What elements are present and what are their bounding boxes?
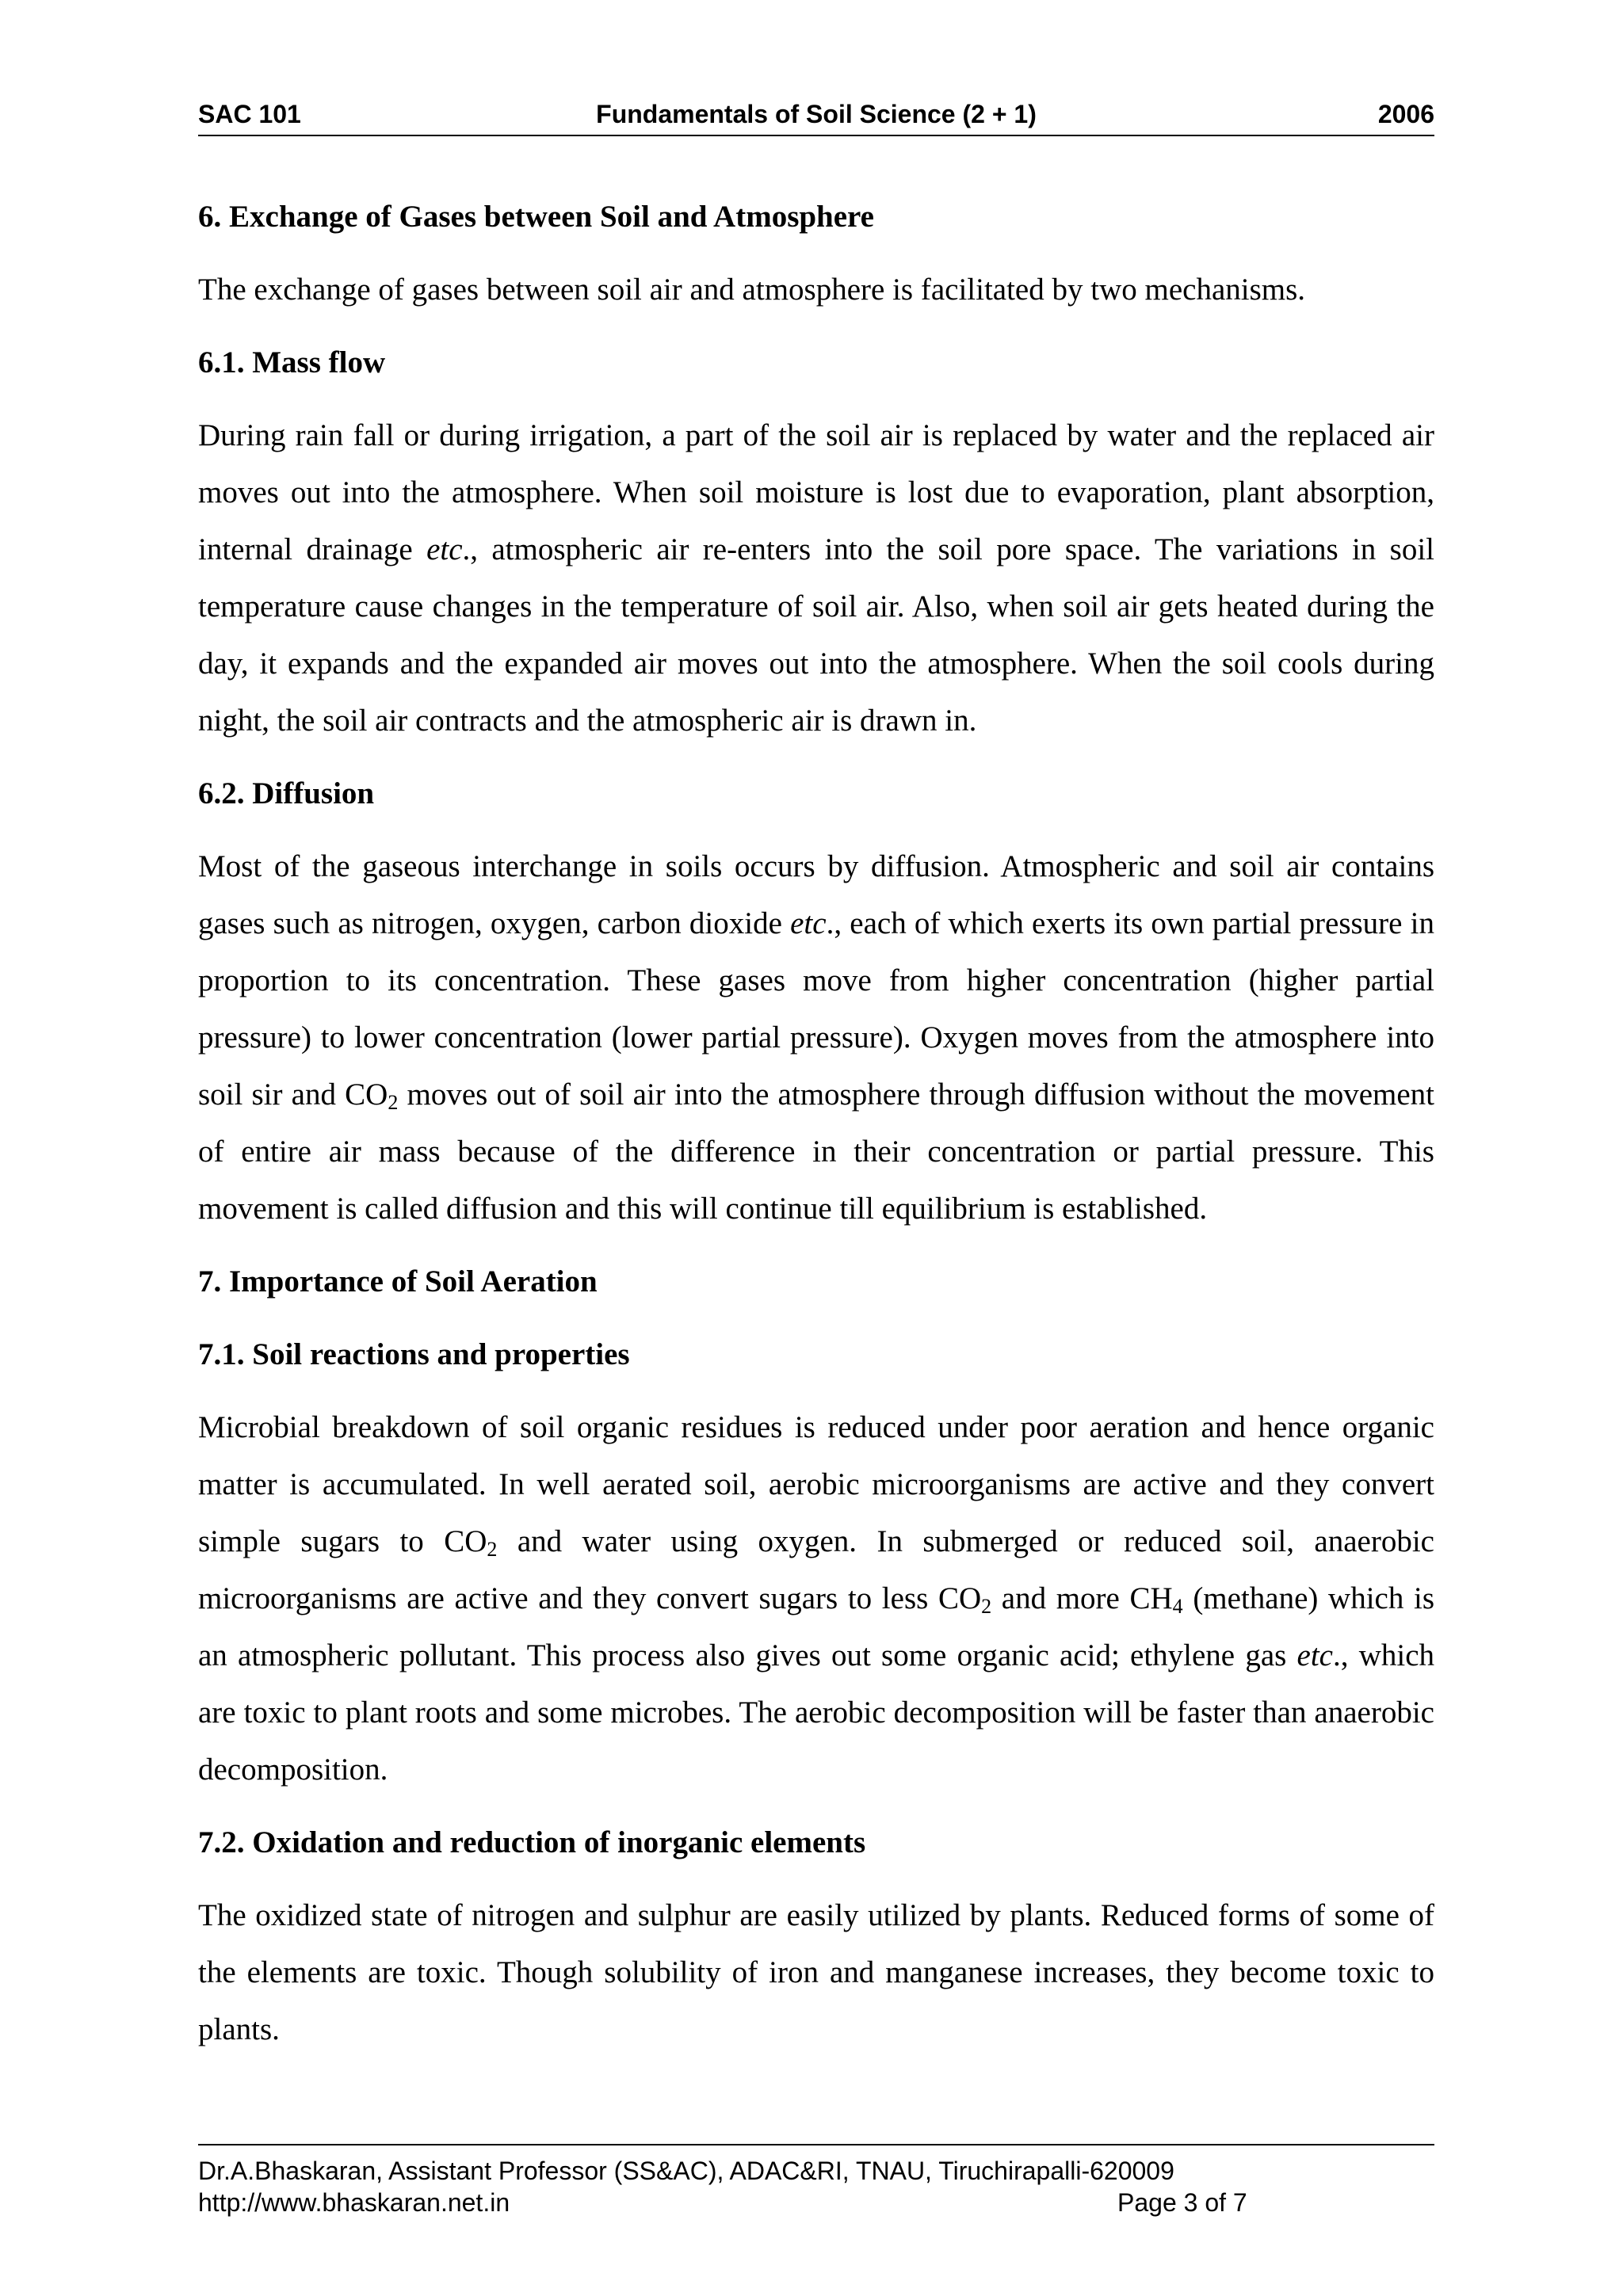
section-heading-7-1: 7.1. Soil reactions and properties xyxy=(198,1337,630,1371)
diffusion-paragraph xyxy=(198,838,1434,1238)
section-heading-7-2: 7.2. Oxidation and reduction of inorganic elements xyxy=(198,1825,866,1859)
oxidation-paragraph: The oxidized state of nitrogen and sulphur are easily utilized by plants. Reduced forms of some of the elements are toxic. Though solubility of iron and manganese increases, they become toxic to plants. xyxy=(198,1898,1434,2046)
subscript: 2 xyxy=(981,1595,992,1618)
etc-italic: etc xyxy=(426,532,463,566)
text-run: (methane) which is an atmospheric pollutant. This process also gives out some organic acid; ethylene gas xyxy=(198,1581,1434,1672)
text-run: moves out of soil air into the atmosphere through diffusion without the movement of entire air mass because of the difference in their concentration or partial pressure. This movement is called diffusion and this will continue till equilibrium is established. xyxy=(198,1077,1435,1226)
text-run: ., which are toxic to plant roots and some microbes. The aerobic decomposition will be faster than anaerobic decomposition. xyxy=(198,1638,1435,1787)
text-run: and water using oxygen. In submerged or reduced soil, anaerobic microorganisms are active and they convert sugars to less CO xyxy=(198,1524,1434,1615)
section-heading-6: 6. Exchange of Gases between Soil and Atmosphere xyxy=(198,200,874,234)
soil-reactions-paragraph xyxy=(198,1399,1434,1798)
etc-italic: etc xyxy=(790,906,827,940)
subscript: 4 xyxy=(1172,1595,1183,1618)
page-content xyxy=(198,189,1434,2058)
footer-url-link[interactable]: http://www.bhaskaran.net.in xyxy=(198,2188,510,2217)
footer-row xyxy=(198,2187,1434,2218)
subscript: 2 xyxy=(487,1538,498,1561)
text-run: Microbial breakdown of soil organic residues is reduced under poor aeration and hence organic matter is accumulated. In well aerated soil, aerobic microorganisms are active and they convert simple sugars to CO xyxy=(198,1410,1434,1558)
year: 2006 xyxy=(1377,100,1434,128)
course-title: Fundamentals of Soil Science (2 + 1) xyxy=(596,100,1037,128)
course-code: SAC 101 xyxy=(198,100,301,128)
text-run: During rain fall or during irrigation, a part of the soil air is replaced by water and the replaced air moves out into the atmosphere. When soil moisture is lost due to evaporation, plant absorption, internal drainage xyxy=(198,418,1434,566)
text-run: ., each of which exerts its own partial pressure in proportion to its concentration. These gases move from higher concentration (higher partial pressure) to lower concentration (lower partial pressure). Oxygen moves from the atmosphere into soil sir and CO xyxy=(198,906,1434,1112)
section-heading-6-2: 6.2. Diffusion xyxy=(198,776,375,810)
footer-author: Dr.A.Bhaskaran, Assistant Professor (SS&AC), ADAC&RI, TNAU, Tiruchirapalli-620009 xyxy=(198,2157,1174,2185)
subscript: 2 xyxy=(388,1091,399,1114)
etc-italic: etc xyxy=(1296,1638,1333,1672)
page-header xyxy=(198,97,1434,136)
text-run: ., atmospheric air re-enters into the soil pore space. The variations in soil temperature cause changes in the temperature of soil air. Also, when soil air gets heated during the day, it expands and the expanded air moves out into the atmosphere. When the soil cools during night, the soil air contracts and the atmospheric air is drawn in. xyxy=(198,532,1434,738)
mass-flow-paragraph xyxy=(198,407,1434,749)
text-run: Most of the gaseous interchange in soils occurs by diffusion. Atmospheric and soil air contains gases such as nitrogen, oxygen, carbon dioxide xyxy=(198,849,1434,940)
text-run: and more CH xyxy=(991,1581,1173,1615)
section-6-intro: The exchange of gases between soil air and atmosphere is facilitated by two mechanisms. xyxy=(198,273,1306,307)
section-heading-7: 7. Importance of Soil Aeration xyxy=(198,1264,598,1299)
section-heading-6-1: 6.1. Mass flow xyxy=(198,345,386,379)
page-number: Page 3 of 7 xyxy=(1117,2188,1247,2217)
page-footer xyxy=(198,2144,1434,2218)
